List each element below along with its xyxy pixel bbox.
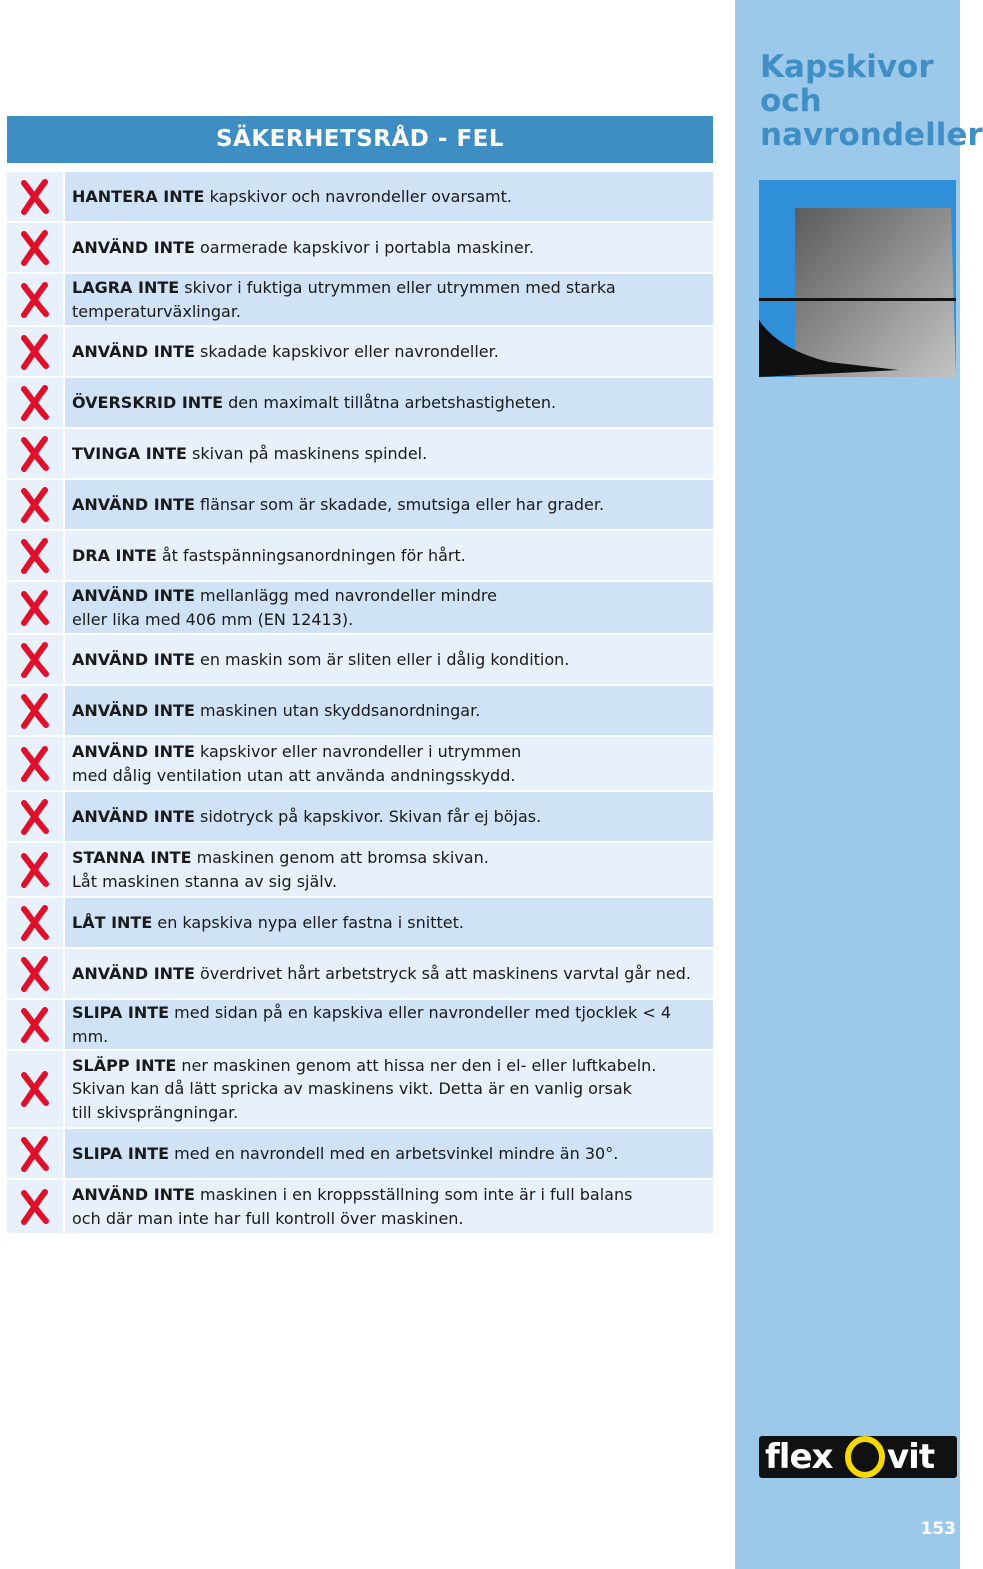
warning-text: överdrivet hårt arbetstryck så att maskinens varvtal går ned. [199,963,692,983]
x-mark-icon [7,737,63,790]
list-item [7,635,713,684]
x-mark-icon [7,274,63,325]
warning-text: åt fastspänningsanordningen för hårt. [161,545,466,565]
warning-text: skadade kapskivor eller navrondeller. [199,341,499,361]
warning-keyword: ÖVERSKRID INTE [72,392,224,412]
warning-keyword: ANVÄND INTE [72,806,195,826]
list-item-text [65,843,713,896]
x-mark-icon [7,843,63,896]
section-title [760,49,983,153]
warning-text: maskinen i en kroppsställning som inte är i full balans [199,1185,633,1204]
list-item [7,949,713,998]
list-item-text [65,378,713,427]
warning-keyword: ANVÄND INTE [72,237,195,257]
x-mark-icon [7,480,63,529]
warning-text: skivan på maskinens spindel. [192,443,428,463]
warning-text-line-2: Skivan kan då lätt spricka av maskinens vikt. Detta är en vanlig orsak [72,1079,632,1099]
list-item [7,223,713,272]
list-item-text [65,172,713,221]
list-item-text [65,223,713,272]
warning-text: ner maskinen genom att hissa ner den i el- eller luftkabeln. [181,1055,657,1075]
x-mark-icon [7,172,63,221]
warning-text: en maskin som är sliten eller i dålig kondition. [199,649,570,669]
list-item [7,1129,713,1178]
warning-text: kapskivor och navrondeller ovarsamt. [209,186,512,206]
list-item [7,172,713,221]
list-item-text [65,582,713,633]
list-item-text [65,1051,713,1127]
list-item-text [65,1129,713,1178]
warning-text: kapskivor eller navrondeller i utrymmen [199,742,522,761]
x-mark-icon [7,635,63,684]
list-item [7,843,713,896]
section-title-line-2: och [760,83,822,119]
warning-text: med en navrondell med en arbetsvinkel mindre än 30°. [174,1143,619,1163]
warning-keyword: ANVÄND INTE [72,1185,195,1204]
logo-text-left: flex [765,1437,833,1477]
warning-text-line-2: eller lika med 406 mm (EN 12413). [72,609,354,629]
warning-text-line-2: och där man inte har full kontroll över maskinen. [72,1208,464,1228]
list-item-text [65,686,713,735]
warning-keyword: STANNA INTE [72,848,192,867]
section-title-line-3: navrondeller [760,117,983,153]
x-mark-icon [7,327,63,376]
warning-text-line-2: med dålig ventilation utan att använda andningsskydd. [72,765,516,785]
warning-keyword: TVINGA INTE [72,443,187,463]
list-item-text [65,898,713,947]
list-item [7,1180,713,1233]
warning-text: en kapskiva nypa eller fastna i snittet. [157,912,464,932]
list-item-text [65,274,713,325]
warning-text: maskinen genom att bromsa skivan. [196,848,489,867]
list-item [7,898,713,947]
warning-keyword: LAGRA INTE [72,278,180,297]
list-item-text [65,949,713,998]
warning-text: oarmerade kapskivor i portabla maskiner. [199,237,534,257]
list-item [7,274,713,325]
list-item [7,429,713,478]
warning-text: den maximalt tillåtna arbetshastigheten. [228,392,557,412]
x-mark-icon [7,898,63,947]
x-mark-icon [7,1000,63,1049]
safety-table-header: SÄKERHETSRÅD - FEL [7,116,713,163]
warning-text: flänsar som är skadade, smutsiga eller har grader. [199,494,605,514]
warning-keyword: ANVÄND INTE [72,649,195,669]
list-item-text [65,327,713,376]
x-mark-icon [7,1051,63,1127]
x-mark-icon [7,378,63,427]
list-item-text [65,531,713,580]
warning-text: med sidan på en kapskiva eller navrondeller med tjocklek < 4 mm. [72,1003,672,1046]
list-item-text [65,1180,713,1233]
x-mark-icon [7,582,63,633]
x-mark-icon [7,792,63,841]
list-item [7,686,713,735]
list-item [7,378,713,427]
page-number: 153 [920,1519,956,1539]
warning-keyword: ANVÄND INTE [72,742,195,761]
warning-text-line-3: till skivsprängningar. [72,1102,239,1122]
logo-ring-icon [845,1437,885,1477]
warning-keyword: LÅT INTE [72,912,153,932]
x-mark-icon [7,949,63,998]
list-item [7,737,713,790]
x-mark-icon [7,429,63,478]
list-item-text [65,1000,713,1049]
flexovit-logo [759,1436,957,1478]
warning-keyword: ANVÄND INTE [72,586,195,605]
warning-keyword: DRA INTE [72,545,157,565]
list-item-text [65,737,713,790]
warning-text: sidotryck på kapskivor. Skivan får ej böjas. [199,806,542,826]
x-mark-icon [7,1180,63,1233]
warning-keyword: HANTERA INTE [72,186,205,206]
warning-keyword: ANVÄND INTE [72,494,195,514]
list-item [7,1000,713,1049]
list-item [7,582,713,633]
list-item [7,792,713,841]
list-item-text [65,480,713,529]
x-mark-icon [7,531,63,580]
list-item [7,480,713,529]
list-item-text [65,429,713,478]
x-mark-icon [7,686,63,735]
warning-text-line-2: temperaturväxlingar. [72,301,242,321]
section-title-line-1: Kapskivor [760,49,934,85]
list-item-text [65,792,713,841]
warning-keyword: SLIPA INTE [72,1143,170,1163]
warning-keyword: ANVÄND INTE [72,963,195,983]
warning-text: mellanlägg med navrondeller mindre [199,586,497,605]
cutting-disc-photo [759,180,956,377]
warning-keyword: SLÄPP INTE [72,1055,177,1075]
logo-text-right: vit [887,1437,935,1477]
warning-text-line-2: Låt maskinen stanna av sig själv. [72,871,338,891]
warning-keyword: ANVÄND INTE [72,341,195,361]
warning-keyword: SLIPA INTE [72,1003,170,1022]
list-item [7,531,713,580]
warning-keyword: ANVÄND INTE [72,700,195,720]
list-item [7,327,713,376]
x-mark-icon [7,223,63,272]
warning-text: skivor i fuktiga utrymmen eller utrymmen med starka [184,278,616,297]
safety-list [7,172,713,1235]
list-item-text [65,635,713,684]
warning-text: maskinen utan skyddsanordningar. [199,700,481,720]
list-item [7,1051,713,1127]
x-mark-icon [7,1129,63,1178]
